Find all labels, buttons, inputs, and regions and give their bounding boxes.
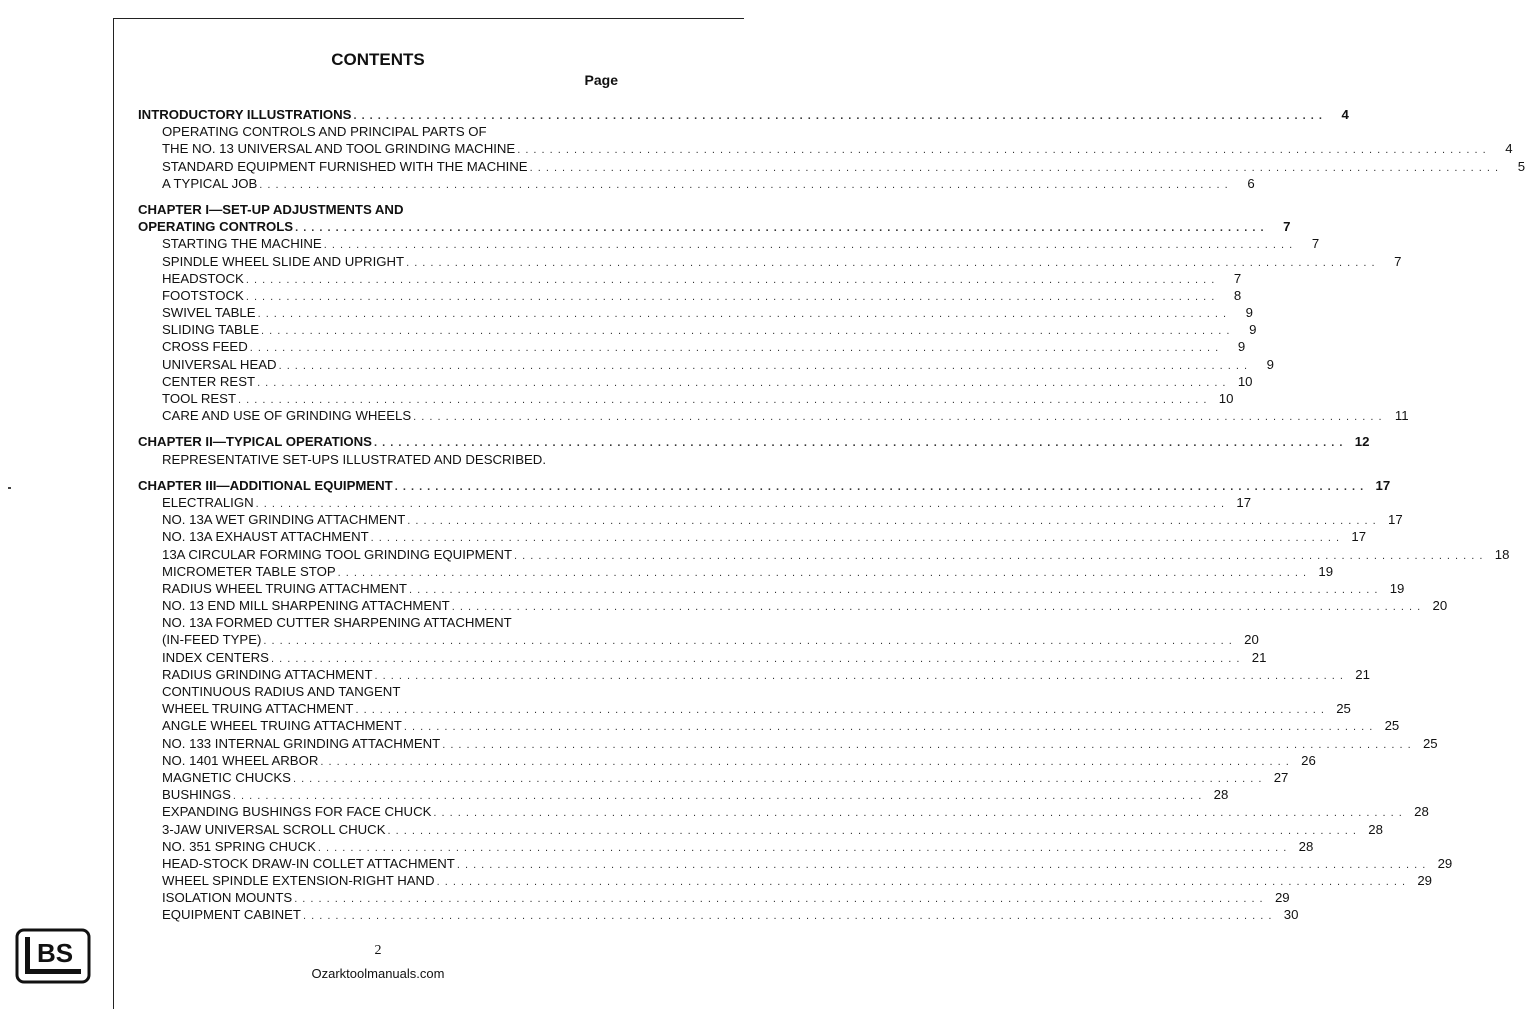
toc-entry: [138, 338, 1246, 355]
toc-entry: [138, 683, 618, 700]
toc-entry: [138, 597, 1448, 614]
toc-entry: [138, 287, 1242, 304]
toc-entry-label: 13A CIRCULAR FORMING TOOL GRINDING EQUIPMENT: [162, 546, 513, 562]
toc-entry-label: 3-JAW UNIVERSAL SCROLL CHUCK: [162, 821, 386, 837]
toc-entry-label: NO. 13 END MILL SHARPENING ATTACHMENT: [162, 598, 450, 614]
toc-entry-label: CARE AND USE OF GRINDING WHEELS: [162, 408, 412, 424]
toc-entry: [138, 752, 1316, 769]
toc-entry-page: 9: [1237, 339, 1246, 355]
toc-entry-page: 25: [1422, 735, 1438, 751]
dot-leader: . . . . . . . . . . . . . . . . . . . . . . . . . . . . . . . . . . . . . . . . . . . . . . . . . . . . . . . . . . . . . . . . . . . . . . . . . . . . . . . . . . . . . . . . . . . . . . . . . . . . . . . . . . . . . . . . . . . . . . . .: [353, 110, 1323, 122]
toc-entry-page: 7: [1233, 270, 1242, 286]
section-heading: [138, 201, 618, 218]
dot-leader: . . . . . . . . . . . . . . . . . . . . . . . . . . . . . . . . . . . . . . . . . . . . . . . . . . . . . . . . . . . . . . . . . . . . . . . . . . . . . . . . . . . . . . . . . . . . . . . . . . . . . . . . . . . . . . . . . . . . . . . .: [245, 273, 1216, 286]
toc-entry-page: 21: [1251, 649, 1267, 665]
toc-entry-page: 20: [1432, 598, 1448, 614]
toc-entry: [138, 528, 1367, 545]
toc-entry-label: THE NO. 13 UNIVERSAL AND TOOL GRINDING MACHINE: [162, 141, 516, 157]
section-heading-page: 17: [1375, 477, 1391, 493]
toc-entry: [138, 451, 618, 468]
toc-entry-label: EXPANDING BUSHINGS FOR FACE CHUCK: [162, 804, 432, 820]
toc-entry: [138, 390, 1234, 407]
dot-leader: . . . . . . . . . . . . . . . . . . . . . . . . . . . . . . . . . . . . . . . . . . . . . . . . . . . . . . . . . . . . . . . . . . . . . . . . . . . . . . . . . . . . . . . . . . . . . . . . . . . . . . . . . . . . . . . . . . . . . . . .: [259, 178, 1229, 191]
toc-entry-label: MICROMETER TABLE STOP: [162, 563, 336, 579]
dot-leader: . . . . . . . . . . . . . . . . . . . . . . . . . . . . . . . . . . . . . . . . . . . . . . . . . . . . . . . . . . . . . . . . . . . . . . . . . . . . . . . . . . . . . . . . . . . . . . . . . . . . . . . . . . . . . . . . . . . . . . . .: [295, 222, 1265, 235]
toc-entry-page: 18: [1494, 546, 1510, 562]
publisher-logo: [15, 928, 91, 984]
section-heading: [138, 433, 1370, 450]
toc-entry-page: 17: [1351, 529, 1367, 545]
toc-entry-label: REPRESENTATIVE SET-UPS ILLUSTRATED AND DESCRIBED.: [162, 451, 546, 467]
toc-entry-label: SWIVEL TABLE: [162, 305, 256, 321]
toc-entry: [138, 838, 1314, 855]
toc-entry-label: STARTING THE MACHINE: [162, 236, 322, 252]
toc-entry-page: 30: [1283, 907, 1299, 923]
toc-entry: [138, 175, 1255, 192]
dot-leader: . . . . . . . . . . . . . . . . . . . . . . . . . . . . . . . . . . . . . . . . . . . . . . . . . . . . . . . . . . . . . . . . . . . . . . . . . . . . . . . . . . . . . . . . . . . . . . . . . . . . . . . . . . . . . . . . . . . . . . . .: [355, 704, 1325, 717]
dot-leader: . . . . . . . . . . . . . . . . . . . . . . . . . . . . . . . . . . . . . . . . . . . . . . . . . . . . . . . . . . . . . . . . . . . . . . . . . . . . . . . . . . . . . . . . . . . . . . . . . . . . . . . . . . . . . . . . . . . . . . . .: [451, 601, 1422, 614]
toc-entry-page: 29: [1417, 873, 1433, 889]
dot-leader: . . . . . . . . . . . . . . . . . . . . . . . . . . . . . . . . . . . . . . . . . . . . . . . . . . . . . . . . . . . . . . . . . . . . . . . . . . . . . . . . . . . . . . . . . . . . . . . . . . . . . . . . . . . . . . . . . . . . . . . .: [257, 308, 1227, 321]
toc-entry: [138, 235, 1320, 252]
toc-entry-label: A TYPICAL JOB: [162, 175, 258, 191]
toc-entry-page: 28: [1414, 804, 1429, 820]
toc-entry-page: 6: [1247, 175, 1255, 191]
toc-entry-page: 7: [1311, 236, 1320, 252]
toc-entry: [138, 649, 1267, 666]
dot-leader: . . . . . . . . . . . . . . . . . . . . . . . . . . . . . . . . . . . . . . . . . . . . . . . . . . . . . . . . . . . . . . . . . . . . . . . . . . . . . . . . . . . . . . . . . . . . . . . . . . . . . . . . . . . . . . . . . . . . . . . .: [245, 290, 1216, 303]
toc-entry-label: NO. 13A FORMED CUTTER SHARPENING ATTACHMENT: [162, 615, 512, 631]
dot-leader: . . . . . . . . . . . . . . . . . . . . . . . . . . . . . . . . . . . . . . . . . . . . . . . . . . . . . . . . . . . . . . . . . . . . . . . . . . . . . . . . . . . . . . . . . . . . . . . . . . . . . . . . . . . . . . . . . . . . . . . .: [232, 790, 1203, 803]
dot-leader: . . . . . . . . . . . . . . . . . . . . . . . . . . . . . . . . . . . . . . . . . . . . . . . . . . . . . . . . . . . . . . . . . . . . . . . . . . . . . . . . . . . . . . . . . . . . . . . . . . . . . . . . . . . . . . . . . . . . . . . .: [320, 755, 1290, 768]
toc-entry: [138, 253, 1402, 270]
toc-entry-label: NO. 13A EXHAUST ATTACHMENT: [162, 529, 369, 545]
scan-mark: [8, 487, 11, 489]
toc-entry-page: 8: [1233, 287, 1242, 303]
dot-leader: . . . . . . . . . . . . . . . . . . . . . . . . . . . . . . . . . . . . . . . . . . . . . . . . . . . . . . . . . . . . . . . . . . . . . . . . . . . . . . . . . . . . . . . . . . . . . . . . . . . . . . . . . . . . . . . . . . . . . . . .: [374, 669, 1344, 682]
toc-entry-label: NO. 133 INTERNAL GRINDING ATTACHMENT: [162, 735, 441, 751]
dot-leader: . . . . . . . . . . . . . . . . . . . . . . . . . . . . . . . . . . . . . . . . . . . . . . . . . . . . . . . . . . . . . . . . . . . . . . . . . . . . . . . . . . . . . . . . . . . . . . . . . . . . . . . . . . . . . . . . . . . . . . . .: [337, 566, 1308, 579]
toc-entry-page: 27: [1273, 769, 1289, 785]
dot-leader: . . . . . . . . . . . . . . . . . . . . . . . . . . . . . . . . . . . . . . . . . . . . . . . . . . . . . . . . . . . . . . . . . . . . . . . . . . . . . . . . . . . . . . . . . . . . . . . . . . . . . . . . . . . . . . . . . . . . . . . .: [406, 256, 1376, 269]
dot-leader: . . . . . . . . . . . . . . . . . . . . . . . . . . . . . . . . . . . . . . . . . . . . . . . . . . . . . . . . . . . . . . . . . . . . . . . . . . . . . . . . . . . . . . . . . . . . . . . . . . . . . . . . . . . . . . . . . . . . . . . .: [317, 841, 1288, 854]
toc-entry-label: STANDARD EQUIPMENT FURNISHED WITH THE MACHINE: [162, 158, 528, 174]
footer-page-number: 2: [374, 943, 382, 958]
toc-entry-page: 21: [1355, 666, 1370, 682]
toc-entry: [138, 140, 1513, 157]
toc-entry-page: 29: [1437, 855, 1453, 871]
toc-entry-page: 9: [1266, 356, 1274, 372]
dot-leader: . . . . . . . . . . . . . . . . . . . . . . . . . . . . . . . . . . . . . . . . . . . . . . . . . . . . . . . . . . . . . . . . . . . . . . . . . . . . . . . . . . . . . . . . . . . . . . . . . . . . . . . . . . . . . . . . . . . . . . . .: [529, 161, 1500, 174]
toc-entry: [138, 821, 1383, 838]
page-column-header: Page: [584, 72, 618, 88]
toc-entry-page: 9: [1245, 305, 1253, 321]
toc-entry: [138, 666, 1370, 683]
dot-leader: . . . . . . . . . . . . . . . . . . . . . . . . . . . . . . . . . . . . . . . . . . . . . . . . . . . . . . . . . . . . . . . . . . . . . . . . . . . . . . . . . . . . . . . . . . . . . . . . . . . . . . . . . . . . . . . . . . . . . . . .: [263, 635, 1233, 648]
toc-entry: [138, 546, 1510, 563]
toc-entry-label: FOOTSTOCK: [162, 287, 244, 303]
toc-entry-page: 4: [1505, 141, 1513, 157]
section-heading: [138, 106, 1349, 123]
toc-entry-label: UNIVERSAL HEAD: [162, 356, 277, 372]
toc-entry-page: 5: [1517, 158, 1525, 174]
toc-entry-label: SLIDING TABLE: [162, 322, 259, 338]
toc-entry-page: 9: [1249, 322, 1257, 338]
toc-entry-page: 7: [1394, 253, 1402, 269]
toc-entry: [138, 614, 618, 631]
toc-entry: [138, 123, 618, 140]
dot-leader: . . . . . . . . . . . . . . . . . . . . . . . . . . . . . . . . . . . . . . . . . . . . . . . . . . . . . . . . . . . . . . . . . . . . . . . . . . . . . . . . . . . . . . . . . . . . . . . . . . . . . . . . . . . . . . . . . . . . . . . .: [249, 342, 1220, 355]
section-heading-label: CHAPTER I—SET-UP ADJUSTMENTS AND: [138, 201, 404, 217]
dot-leader: . . . . . . . . . . . . . . . . . . . . . . . . . . . . . . . . . . . . . . . . . . . . . . . . . . . . . . . . . . . . . . . . . . . . . . . . . . . . . . . . . . . . . . . . . . . . . . . . . . . . . . . . . . . . . . . . . . . . . . . .: [456, 858, 1427, 871]
toc-entry-label: ELECTRALIGN: [162, 494, 254, 510]
toc-entry-label: RADIUS WHEEL TRUING ATTACHMENT: [162, 580, 407, 596]
dot-leader: . . . . . . . . . . . . . . . . . . . . . . . . . . . . . . . . . . . . . . . . . . . . . . . . . . . . . . . . . . . . . . . . . . . . . . . . . . . . . . . . . . . . . . . . . . . . . . . . . . . . . . . . . . . . . . . . . . . . . . . .: [261, 325, 1231, 338]
toc-entry-label: HEAD-STOCK DRAW-IN COLLET ATTACHMENT: [162, 855, 455, 871]
section-heading-page: 7: [1283, 219, 1291, 235]
dot-leader: . . . . . . . . . . . . . . . . . . . . . . . . . . . . . . . . . . . . . . . . . . . . . . . . . . . . . . . . . . . . . . . . . . . . . . . . . . . . . . . . . . . . . . . . . . . . . . . . . . . . . . . . . . . . . . . . . . . . . . . .: [403, 721, 1374, 734]
toc-entry-label: WHEEL SPINDLE EXTENSION-RIGHT HAND: [162, 873, 435, 889]
dot-leader: . . . . . . . . . . . . . . . . . . . . . . . . . . . . . . . . . . . . . . . . . . . . . . . . . . . . . . . . . . . . . . . . . . . . . . . . . . . . . . . . . . . . . . . . . . . . . . . . . . . . . . . . . . . . . . . . . . . . . . . .: [442, 738, 1412, 751]
page-title: CONTENTS: [331, 50, 425, 69]
toc-entry-label: (IN-FEED TYPE): [162, 632, 262, 648]
dot-leader: . . . . . . . . . . . . . . . . . . . . . . . . . . . . . . . . . . . . . . . . . . . . . . . . . . . . . . . . . . . . . . . . . . . . . . . . . . . . . . . . . . . . . . . . . . . . . . . . . . . . . . . . . . . . . . . . . . . . . . . .: [294, 893, 1264, 906]
toc-entry: [138, 855, 1453, 872]
toc-entry: [138, 407, 1409, 424]
toc-entry-page: 29: [1274, 890, 1290, 906]
toc-entry: [138, 786, 1229, 803]
toc-entry-label: CROSS FEED: [162, 339, 248, 355]
toc-entry-label: WHEEL TRUING ATTACHMENT: [162, 701, 354, 717]
dot-leader: . . . . . . . . . . . . . . . . . . . . . . . . . . . . . . . . . . . . . . . . . . . . . . . . . . . . . . . . . . . . . . . . . . . . . . . . . . . . . . . . . . . . . . . . . . . . . . . . . . . . . . . . . . . . . . . . . . . . . . . .: [517, 144, 1487, 157]
toc-entry-label: NO. 351 SPRING CHUCK: [162, 838, 316, 854]
toc-entry-page: 17: [1236, 494, 1252, 510]
dot-leader: . . . . . . . . . . . . . . . . . . . . . . . . . . . . . . . . . . . . . . . . . . . . . . . . . . . . . . . . . . . . . . . . . . . . . . . . . . . . . . . . . . . . . . . . . . . . . . . . . . . . . . . . . . . . . . . . . . . . . . . .: [408, 583, 1379, 596]
toc-entry-page: 28: [1368, 821, 1383, 837]
dot-leader: . . . . . . . . . . . . . . . . . . . . . . . . . . . . . . . . . . . . . . . . . . . . . . . . . . . . . . . . . . . . . . . . . . . . . . . . . . . . . . . . . . . . . . . . . . . . . . . . . . . . . . . . . . . . . . . . . . . . . . . .: [373, 437, 1344, 450]
table-of-contents: [138, 106, 1525, 924]
dot-leader: . . . . . . . . . . . . . . . . . . . . . . . . . . . . . . . . . . . . . . . . . . . . . . . . . . . . . . . . . . . . . . . . . . . . . . . . . . . . . . . . . . . . . . . . . . . . . . . . . . . . . . . . . . . . . . . . . . . . . . . .: [514, 549, 1484, 562]
toc-entry: [138, 700, 1351, 717]
section-gap: [138, 468, 618, 477]
toc-entry: [138, 906, 1299, 923]
toc-entry-label: ISOLATION MOUNTS: [162, 890, 293, 906]
section-heading-label: CHAPTER III—ADDITIONAL EQUIPMENT: [138, 477, 393, 493]
dot-leader: . . . . . . . . . . . . . . . . . . . . . . . . . . . . . . . . . . . . . . . . . . . . . . . . . . . . . . . . . . . . . . . . . . . . . . . . . . . . . . . . . . . . . . . . . . . . . . . . . . . . . . . . . . . . . . . . . . . . . . . .: [370, 532, 1341, 545]
toc-entry-label: HEADSTOCK: [162, 270, 244, 286]
toc-entry: [138, 769, 1289, 786]
dot-leader: . . . . . . . . . . . . . . . . . . . . . . . . . . . . . . . . . . . . . . . . . . . . . . . . . . . . . . . . . . . . . . . . . . . . . . . . . . . . . . . . . . . . . . . . . . . . . . . . . . . . . . . . . . . . . . . . . . . . . . . .: [407, 515, 1377, 528]
toc-entry-page: 28: [1298, 838, 1314, 854]
toc-entry-label: NO. 13A WET GRINDING ATTACHMENT: [162, 512, 406, 528]
toc-entry-label: CONTINUOUS RADIUS AND TANGENT: [162, 684, 401, 699]
toc-entry-label: CENTER REST: [162, 373, 256, 389]
toc-entry: [138, 717, 1400, 734]
dot-leader: . . . . . . . . . . . . . . . . . . . . . . . . . . . . . . . . . . . . . . . . . . . . . . . . . . . . . . . . . . . . . . . . . . . . . . . . . . . . . . . . . . . . . . . . . . . . . . . . . . . . . . . . . . . . . . . . . . . . . . . .: [238, 394, 1208, 406]
toc-entry-page: 10: [1237, 373, 1253, 389]
toc-entry: [138, 511, 1403, 528]
toc-entry-label: BUSHINGS: [162, 787, 231, 803]
section-heading-label: INTRODUCTORY ILLUSTRATIONS: [138, 107, 352, 122]
toc-entry-page: 28: [1213, 787, 1229, 803]
toc-entry-label: OPERATING CONTROLS AND PRINCIPAL PARTS OF: [162, 124, 487, 140]
dot-leader: . . . . . . . . . . . . . . . . . . . . . . . . . . . . . . . . . . . . . . . . . . . . . . . . . . . . . . . . . . . . . . . . . . . . . . . . . . . . . . . . . . . . . . . . . . . . . . . . . . . . . . . . . . . . . . . . . . . . . . . .: [323, 239, 1294, 252]
toc-entry: [138, 735, 1438, 752]
dot-leader: . . . . . . . . . . . . . . . . . . . . . . . . . . . . . . . . . . . . . . . . . . . . . . . . . . . . . . . . . . . . . . . . . . . . . . . . . . . . . . . . . . . . . . . . . . . . . . . . . . . . . . . . . . . . . . . . . . . . . . . .: [387, 824, 1357, 837]
toc-entry: [138, 872, 1433, 889]
toc-entry-label: SPINDLE WHEEL SLIDE AND UPRIGHT: [162, 253, 405, 269]
toc-entry-label: RADIUS GRINDING ATTACHMENT: [162, 666, 373, 682]
toc-entry: [138, 563, 1334, 580]
toc-entry-page: 20: [1244, 632, 1259, 648]
toc-entry: [138, 803, 1429, 820]
toc-entry-page: 26: [1301, 752, 1316, 768]
dot-leader: . . . . . . . . . . . . . . . . . . . . . . . . . . . . . . . . . . . . . . . . . . . . . . . . . . . . . . . . . . . . . . . . . . . . . . . . . . . . . . . . . . . . . . . . . . . . . . . . . . . . . . . . . . . . . . . . . . . . . . . .: [413, 411, 1383, 424]
logo-lettering: BS: [36, 938, 74, 968]
toc-entry: [138, 158, 1525, 175]
toc-entry-label: ANGLE WHEEL TRUING ATTACHMENT: [162, 718, 402, 734]
toc-entry-page: 25: [1336, 701, 1351, 717]
section-heading-label: OPERATING CONTROLS: [138, 219, 294, 235]
toc-entry-page: 17: [1388, 512, 1403, 528]
toc-entry-label: MAGNETIC CHUCKS: [162, 769, 291, 785]
toc-entry: [138, 889, 1290, 906]
toc-entry: [138, 321, 1257, 338]
dot-leader: . . . . . . . . . . . . . . . . . . . . . . . . . . . . . . . . . . . . . . . . . . . . . . . . . . . . . . . . . . . . . . . . . . . . . . . . . . . . . . . . . . . . . . . . . . . . . . . . . . . . . . . . . . . . . . . . . . . . . . . .: [255, 497, 1226, 510]
toc-entry: [138, 304, 1253, 321]
section-heading: [138, 218, 1291, 235]
dot-leader: . . . . . . . . . . . . . . . . . . . . . . . . . . . . . . . . . . . . . . . . . . . . . . . . . . . . . . . . . . . . . . . . . . . . . . . . . . . . . . . . . . . . . . . . . . . . . . . . . . . . . . . . . . . . . . . . . . . . . . . .: [278, 359, 1248, 372]
section-heading-page: 12: [1354, 434, 1370, 450]
toc-entry: [138, 270, 1242, 287]
toc-entry: [138, 631, 1259, 648]
section-heading-page: 4: [1341, 107, 1349, 122]
toc-entry-page: 10: [1218, 391, 1234, 406]
toc-entry-label: NO. 1401 WHEEL ARBOR: [162, 752, 319, 768]
toc-entry-label: EQUIPMENT CABINET: [162, 907, 301, 923]
toc-entry: [138, 580, 1405, 597]
toc-entry-page: 25: [1384, 718, 1400, 734]
dot-leader: . . . . . . . . . . . . . . . . . . . . . . . . . . . . . . . . . . . . . . . . . . . . . . . . . . . . . . . . . . . . . . . . . . . . . . . . . . . . . . . . . . . . . . . . . . . . . . . . . . . . . . . . . . . . . . . . . . . . . . . .: [270, 652, 1241, 665]
dot-leader: . . . . . . . . . . . . . . . . . . . . . . . . . . . . . . . . . . . . . . . . . . . . . . . . . . . . . . . . . . . . . . . . . . . . . . . . . . . . . . . . . . . . . . . . . . . . . . . . . . . . . . . . . . . . . . . . . . . . . . . .: [394, 480, 1365, 493]
toc-entry-page: 19: [1318, 563, 1334, 579]
toc-entry-page: 19: [1389, 580, 1405, 596]
dot-leader: . . . . . . . . . . . . . . . . . . . . . . . . . . . . . . . . . . . . . . . . . . . . . . . . . . . . . . . . . . . . . . . . . . . . . . . . . . . . . . . . . . . . . . . . . . . . . . . . . . . . . . . . . . . . . . . . . . . . . . . .: [433, 807, 1403, 820]
toc-entry-page: 11: [1394, 408, 1409, 424]
toc-entry-label: TOOL REST: [162, 391, 237, 406]
toc-entry: [138, 356, 1274, 373]
dot-leader: . . . . . . . . . . . . . . . . . . . . . . . . . . . . . . . . . . . . . . . . . . . . . . . . . . . . . . . . . . . . . . . . . . . . . . . . . . . . . . . . . . . . . . . . . . . . . . . . . . . . . . . . . . . . . . . . . . . . . . . .: [292, 772, 1263, 785]
dot-leader: . . . . . . . . . . . . . . . . . . . . . . . . . . . . . . . . . . . . . . . . . . . . . . . . . . . . . . . . . . . . . . . . . . . . . . . . . . . . . . . . . . . . . . . . . . . . . . . . . . . . . . . . . . . . . . . . . . . . . . . .: [302, 910, 1273, 923]
dot-leader: . . . . . . . . . . . . . . . . . . . . . . . . . . . . . . . . . . . . . . . . . . . . . . . . . . . . . . . . . . . . . . . . . . . . . . . . . . . . . . . . . . . . . . . . . . . . . . . . . . . . . . . . . . . . . . . . . . . . . . . .: [257, 376, 1227, 389]
toc-entry-label: INDEX CENTERS: [162, 649, 269, 665]
dot-leader: . . . . . . . . . . . . . . . . . . . . . . . . . . . . . . . . . . . . . . . . . . . . . . . . . . . . . . . . . . . . . . . . . . . . . . . . . . . . . . . . . . . . . . . . . . . . . . . . . . . . . . . . . . . . . . . . . . . . . . . .: [436, 876, 1407, 889]
toc-entry: [138, 373, 1253, 390]
section-heading: [138, 477, 1391, 494]
section-heading-label: CHAPTER II—TYPICAL OPERATIONS: [138, 434, 372, 450]
toc-entry: [138, 494, 1252, 511]
footer-site-name: Ozarktoolmanuals.com: [311, 966, 445, 981]
